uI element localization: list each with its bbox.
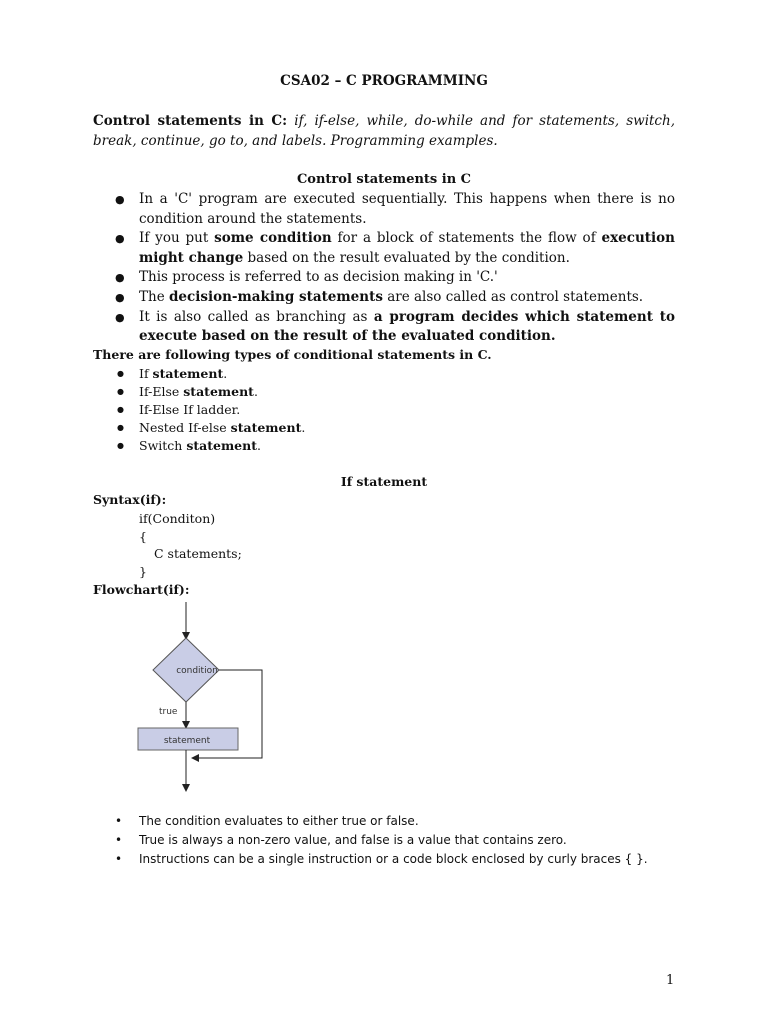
bold-text: some condition bbox=[214, 230, 332, 247]
text-run: . bbox=[257, 438, 261, 453]
control-bullets bbox=[93, 190, 675, 347]
text-run: for a block of statements the flow of bbox=[331, 230, 602, 247]
intro-label: Control statements in C: bbox=[93, 113, 288, 129]
text-run: If you put bbox=[139, 230, 215, 247]
note-item: • The condition evaluates to either true or false. bbox=[93, 812, 648, 831]
note-item: • Instructions can be a single instruction or a code block enclosed by curly braces { }. bbox=[93, 850, 648, 869]
bold-text: statement bbox=[183, 384, 254, 399]
syntax-label: Syntax(if): bbox=[93, 492, 167, 507]
types-list bbox=[93, 365, 305, 455]
text-run: . bbox=[301, 420, 306, 435]
text-run: The bbox=[139, 288, 169, 305]
code-line: { bbox=[139, 528, 147, 544]
flowchart-label: Flowchart(if): bbox=[93, 582, 190, 597]
bold-text: a program decides which statement to execute based on the result of the evaluated condition. bbox=[139, 308, 675, 345]
if-flowchart bbox=[135, 600, 275, 795]
text-run: This process is referred to as decision making in 'C.' bbox=[139, 269, 498, 286]
type-item bbox=[93, 365, 305, 383]
note-item: • True is always a non-zero value, and false is a value that contains zero. bbox=[93, 831, 648, 850]
intro-text: if, if-else, while, do-while and for statements, switch, break, continue, go to, and labels. Programming examples. bbox=[93, 113, 675, 149]
control-bullet-item bbox=[93, 268, 675, 288]
text-run: In a 'C' program are executed sequentially. This happens when there is no condition around the statements. bbox=[139, 191, 675, 227]
text-run: are also called as control statements. bbox=[382, 288, 644, 305]
control-bullet-item bbox=[93, 288, 675, 308]
type-item bbox=[93, 401, 305, 419]
page-number: 1 bbox=[666, 973, 675, 988]
control-bullet-item bbox=[93, 229, 675, 268]
text-run: based on the result evaluated by the condition. bbox=[243, 249, 570, 266]
code-line: } bbox=[139, 563, 147, 579]
notes-list bbox=[93, 812, 648, 869]
text-run: . bbox=[253, 384, 258, 399]
types-heading: There are following types of conditional statements in C. bbox=[93, 347, 492, 362]
text-run: If-Else bbox=[139, 384, 184, 399]
text-run: If-Else If ladder. bbox=[139, 402, 241, 417]
code-line: C statements; bbox=[154, 546, 242, 562]
type-item bbox=[93, 437, 305, 455]
text-run: Nested If-else bbox=[139, 420, 231, 435]
control-bullet-item bbox=[93, 308, 675, 347]
document-title: CSA02 – C PROGRAMMING bbox=[280, 73, 488, 89]
bold-text: statement bbox=[186, 438, 257, 453]
text-run: Switch bbox=[139, 438, 187, 453]
section-heading-control: Control statements in C bbox=[296, 172, 472, 187]
bold-text: execution might change bbox=[139, 230, 675, 266]
statement-text: statement bbox=[163, 736, 211, 746]
bold-text: statement bbox=[230, 420, 302, 435]
text-run: If bbox=[139, 366, 153, 381]
code-line: if(Conditon) bbox=[139, 511, 216, 526]
text-run: It is also called as branching as bbox=[139, 308, 374, 325]
section-heading-if: If statement bbox=[340, 474, 428, 489]
condition-text: condition bbox=[176, 666, 218, 676]
syntax-code bbox=[139, 510, 242, 580]
text-run: . bbox=[223, 366, 228, 381]
bold-text: statement bbox=[152, 366, 224, 381]
true-text: true bbox=[159, 707, 178, 717]
type-item bbox=[93, 419, 305, 437]
type-item bbox=[93, 383, 305, 401]
intro-paragraph bbox=[93, 111, 675, 151]
bold-text: decision-making statements bbox=[168, 288, 383, 305]
control-bullet-item bbox=[93, 190, 675, 229]
